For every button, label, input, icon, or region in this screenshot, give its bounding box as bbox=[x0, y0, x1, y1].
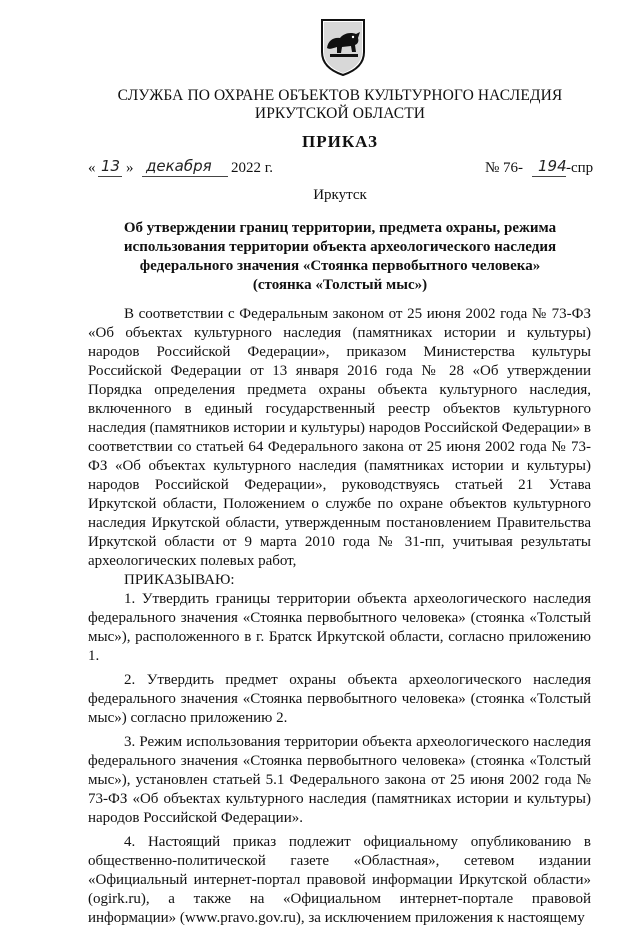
handwritten-number: 194 bbox=[538, 157, 567, 175]
order-item: 3. Режим использования территории объекта археологического наследия федерального значения «Стоянка первобытного человека» (стоянка «Толстый мыс»), установлен статьей 5.1 Федерального закона от 25 июня 2002 года № 73-ФЗ «Об объектах культурного наследия (памятниках истории и культуры) народов Российской Федерации». bbox=[88, 734, 591, 826]
org-line-1: СЛУЖБА ПО ОХРАНЕ ОБЪЕКТОВ КУЛЬТУРНОГО НАСЛЕДИЯ bbox=[117, 87, 563, 104]
number-prefix: № 76- bbox=[485, 160, 524, 176]
document-type: ПРИКАЗ bbox=[302, 132, 378, 151]
subject-line-3: федерального значения «Стоянка первобытного человека» bbox=[139, 258, 541, 274]
handwritten-day: 13 bbox=[101, 157, 121, 175]
order-word: ПРИКАЗЫВАЮ: bbox=[124, 572, 235, 588]
subject-line-1: Об утверждении границ территории, предмета охраны, режима bbox=[123, 220, 557, 236]
day-underline bbox=[98, 176, 122, 177]
order-item: 4. Настоящий приказ подлежит официальному опубликованию в общественно-политической газете «Областная», сетевом издании «Официальный интернет-портал правовой информации Иркутской области» (ogirk.ru), а также на «Официальном интернет-портале правовой информации» (www.pravo.gov.ru), за исключением приложения к настоящему bbox=[88, 834, 591, 926]
order-item: 1. Утвердить границы территории объекта археологического наследия федерального значения «Стоянка первобытного человека» (стоянка «Толстый мыс»), расположенного в г. Братск Иркутской области, согласно приложению 1. bbox=[88, 591, 591, 664]
month-underline bbox=[142, 176, 228, 177]
order-body bbox=[88, 305, 591, 928]
order-subject bbox=[100, 219, 580, 295]
open-quote: « bbox=[88, 160, 96, 176]
organization-name bbox=[90, 87, 590, 123]
year: 2022 г. bbox=[231, 160, 273, 176]
city: Иркутск bbox=[313, 187, 367, 203]
handwritten-month: декабря bbox=[146, 157, 212, 175]
irkutsk-coat-of-arms-icon bbox=[318, 18, 368, 76]
subject-line-2: использования территории объекта археологического наследия bbox=[123, 239, 557, 255]
date-number-line bbox=[88, 157, 594, 182]
subject-line-4: (стоянка «Толстый мыс») bbox=[252, 277, 428, 293]
close-quote: » bbox=[126, 160, 134, 176]
preamble-paragraph: В соответствии с Федеральным законом от 25 июня 2002 года № 73-ФЗ «Об объектах культурного наследия (памятниках истории и культуры) народов Российской Федерации», приказом Министерства культуры Российской Федерации от 13 января 2016 года № 28 «Об утверждении Порядка определения предмета охраны объекта культурного наследия, включенного в единый государственный реестр объектов культурного наследия (памятников истории и культуры) народов Российской Федерации» в соответствии со статьей 64 Федерального закона от 25 июня 2002 года № 73-ФЗ «Об объектах культурного наследия (памятниках истории и культуры) народов Российской Федерации», руководствуясь статьей 21 Устава Иркутской области, Положением о службе по охране объектов культурного наследия Иркутской области, утвержденным постановлением Правительства Иркутской области от 9 марта 2010 года № 31-пп, учитывая результаты археологических полевых работ, bbox=[88, 306, 591, 569]
number-underline bbox=[532, 176, 566, 177]
org-line-2: ИРКУТСКОЙ ОБЛАСТИ bbox=[254, 105, 426, 122]
number-suffix: -спр bbox=[566, 160, 594, 176]
order-item: 2. Утвердить предмет охраны объекта археологического наследия федерального значения «Стоянка первобытного человека» (стоянка «Толстый мыс») согласно приложению 2. bbox=[88, 672, 591, 726]
